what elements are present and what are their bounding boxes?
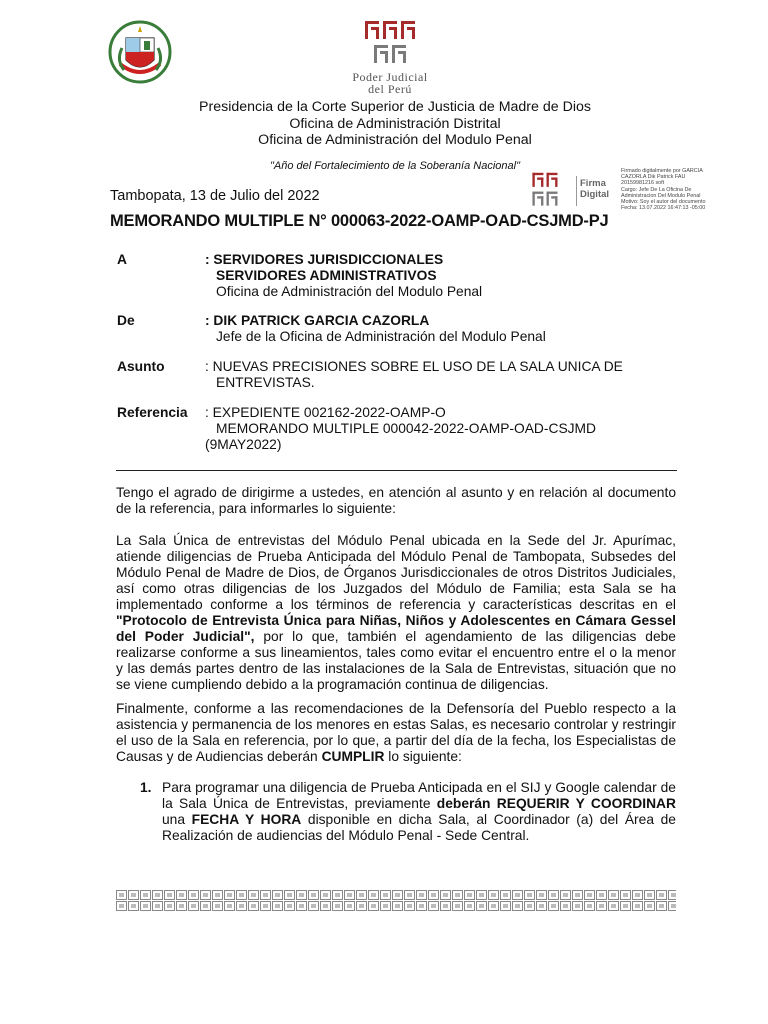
header-line-1: Presidencia de la Corte Superior de Justicia de Madre de Dios	[199, 99, 591, 115]
to-value	[205, 252, 675, 300]
list-item-text-b: una	[162, 812, 192, 827]
header-line-3: Oficina de Administración del Modulo Penal	[258, 132, 532, 148]
list-item-number: 1.	[140, 780, 152, 795]
from-value	[205, 313, 675, 345]
firma-digital-stamp	[530, 168, 620, 208]
paragraph-finalmente-text-a: Finalmente, conforme a las recomendaciones de la Defensoría del Pueblo respecto a la asistencia y permanencia de los menores en estas Salas, es necesario controlar y restringir el uso de la Sala en referencia, por lo que, a partir del día de la fecha, los Especialistas de Causas y de Audiencias deberán	[116, 701, 676, 764]
firma-digital-icon	[530, 172, 574, 208]
header-institution	[150, 99, 640, 149]
from-label: De	[117, 313, 135, 328]
footer-pattern-band	[116, 890, 676, 912]
to-label: A	[117, 252, 127, 267]
firma-label: Firma	[580, 178, 606, 189]
sig-meta-line: CAZORLA Dik Patrick FAU	[621, 174, 686, 181]
paragraph-sala-text-b: por lo que, también el agendamiento de las diligencias debe realizarse conforme a sus lineamientos, tales como evitar el encuentro entre el o la menor y las demás partes dentro de las instalaciones de la Sala de Entrevistas, situación que no se viene cumpliendo debido a la programación continua de diligencias.	[116, 629, 676, 692]
to-line-3: Oficina de Administración del Modulo Penal	[216, 284, 483, 299]
separator-line	[116, 470, 677, 471]
reference-line-3: (9MAY2022)	[205, 437, 282, 452]
year-motto: "Año del Fortalecimiento de la Soberanía Nacional"	[270, 160, 520, 172]
paragraph-sala-text-a: La Sala Única de entrevistas del Módulo Penal ubicada en la Sede del Jr. Apurímac, atiende diligencias de Prueba Anticipada del Módulo Penal de Tambopata, Subsedes del Módulo Penal de Madre de Dios, de Órganos Jurisdiccionales de otros Distritos Judiciales, así como otras diligencias de los Juzgados del Módulo de Familia; esta Sala se ha implementado conforme a los términos de referencia y características descritas en el	[116, 533, 676, 612]
sig-meta-line: Administracion Del Modulo Penal	[621, 192, 701, 199]
paragraph-finalmente	[116, 701, 676, 765]
list-item	[162, 780, 676, 844]
from-line-2: Jefe de la Oficina de Administración del Modulo Penal	[216, 329, 546, 344]
poder-judicial-logo	[340, 20, 440, 100]
reference-value	[205, 405, 675, 453]
protocol-name: "Protocolo de Entrevista Única para Niñas, Niños y Adolescentes en Cámara Gessel del Poder Judicial",	[116, 613, 676, 644]
memo-title: MEMORANDO MULTIPLE N° 000063-2022-OAMP-OAD-CSJMD-PJ	[110, 212, 609, 230]
reference-line-1: : EXPEDIENTE 002162-2022-OAMP-O	[205, 405, 446, 420]
header-line-2: Oficina de Administración Distrital	[289, 115, 501, 132]
to-line-1: : SERVIDORES JURISDICCIONALES	[205, 252, 444, 267]
paragraph-finalmente-text-b: lo siguiente:	[384, 749, 462, 764]
pj-logo-line2: del Perú	[368, 82, 412, 96]
cumplir-emphasis: CUMPLIR	[321, 749, 385, 764]
document-date: Tambopata, 13 de Julio del 2022	[110, 188, 320, 204]
subject-line-2: ENTREVISTAS.	[216, 375, 315, 390]
pj-logo-line1: Poder Judicial	[352, 70, 428, 84]
sig-meta-line: Cargo: Jefe De La Oficina De	[621, 186, 692, 193]
reference-line-2: MEMORANDO MULTIPLE 000042-2022-OAMP-OAD-CSJMD	[216, 421, 597, 436]
to-line-2: SERVIDORES ADMINISTRATIVOS	[216, 268, 437, 283]
fecha-hora-emphasis: FECHA Y HORA	[191, 812, 302, 827]
reference-label: Referencia	[117, 405, 188, 420]
from-line-1: : DIK PATRICK GARCIA CAZORLA	[205, 313, 430, 328]
list-item-text-c: disponible en dicha Sala, al Coordinador (a) del Área de Realización de audiencias del Módulo Penal - Sede Central.	[162, 812, 676, 843]
pj-emblem-icon	[364, 20, 416, 66]
paragraph-intro: Tengo el agrado de dirigirme a ustedes, en atención al asunto y en relación al documento de la referencia, para informarles lo siguiente:	[116, 485, 676, 516]
signature-metadata	[621, 168, 761, 211]
sig-meta-line: 20159981216 soft	[621, 180, 665, 187]
digital-label: Digital	[580, 189, 610, 200]
paragraph-sala	[116, 533, 676, 693]
sig-meta-line: Firmado digitalmente por GARCIA	[621, 168, 703, 174]
subject-label: Asunto	[117, 359, 165, 374]
requerir-emphasis: deberán REQUERIR Y COORDINAR	[436, 796, 676, 811]
subject-line-1: : NUEVAS PRECISIONES SOBRE EL USO DE LA SALA UNICA DE	[205, 359, 623, 374]
sig-meta-line: Fecha: 13.07.2022 16:47:13 -05:00	[621, 205, 706, 212]
sig-meta-line: Motivo: Soy el autor del documento	[621, 199, 706, 206]
peru-seal-logo	[108, 20, 172, 84]
subject-value	[205, 359, 675, 391]
list-item-text-a: Para programar una diligencia de Prueba Anticipada en el SIJ y Google calendar de la Sala Única de Entrevistas, previamente	[162, 780, 676, 811]
